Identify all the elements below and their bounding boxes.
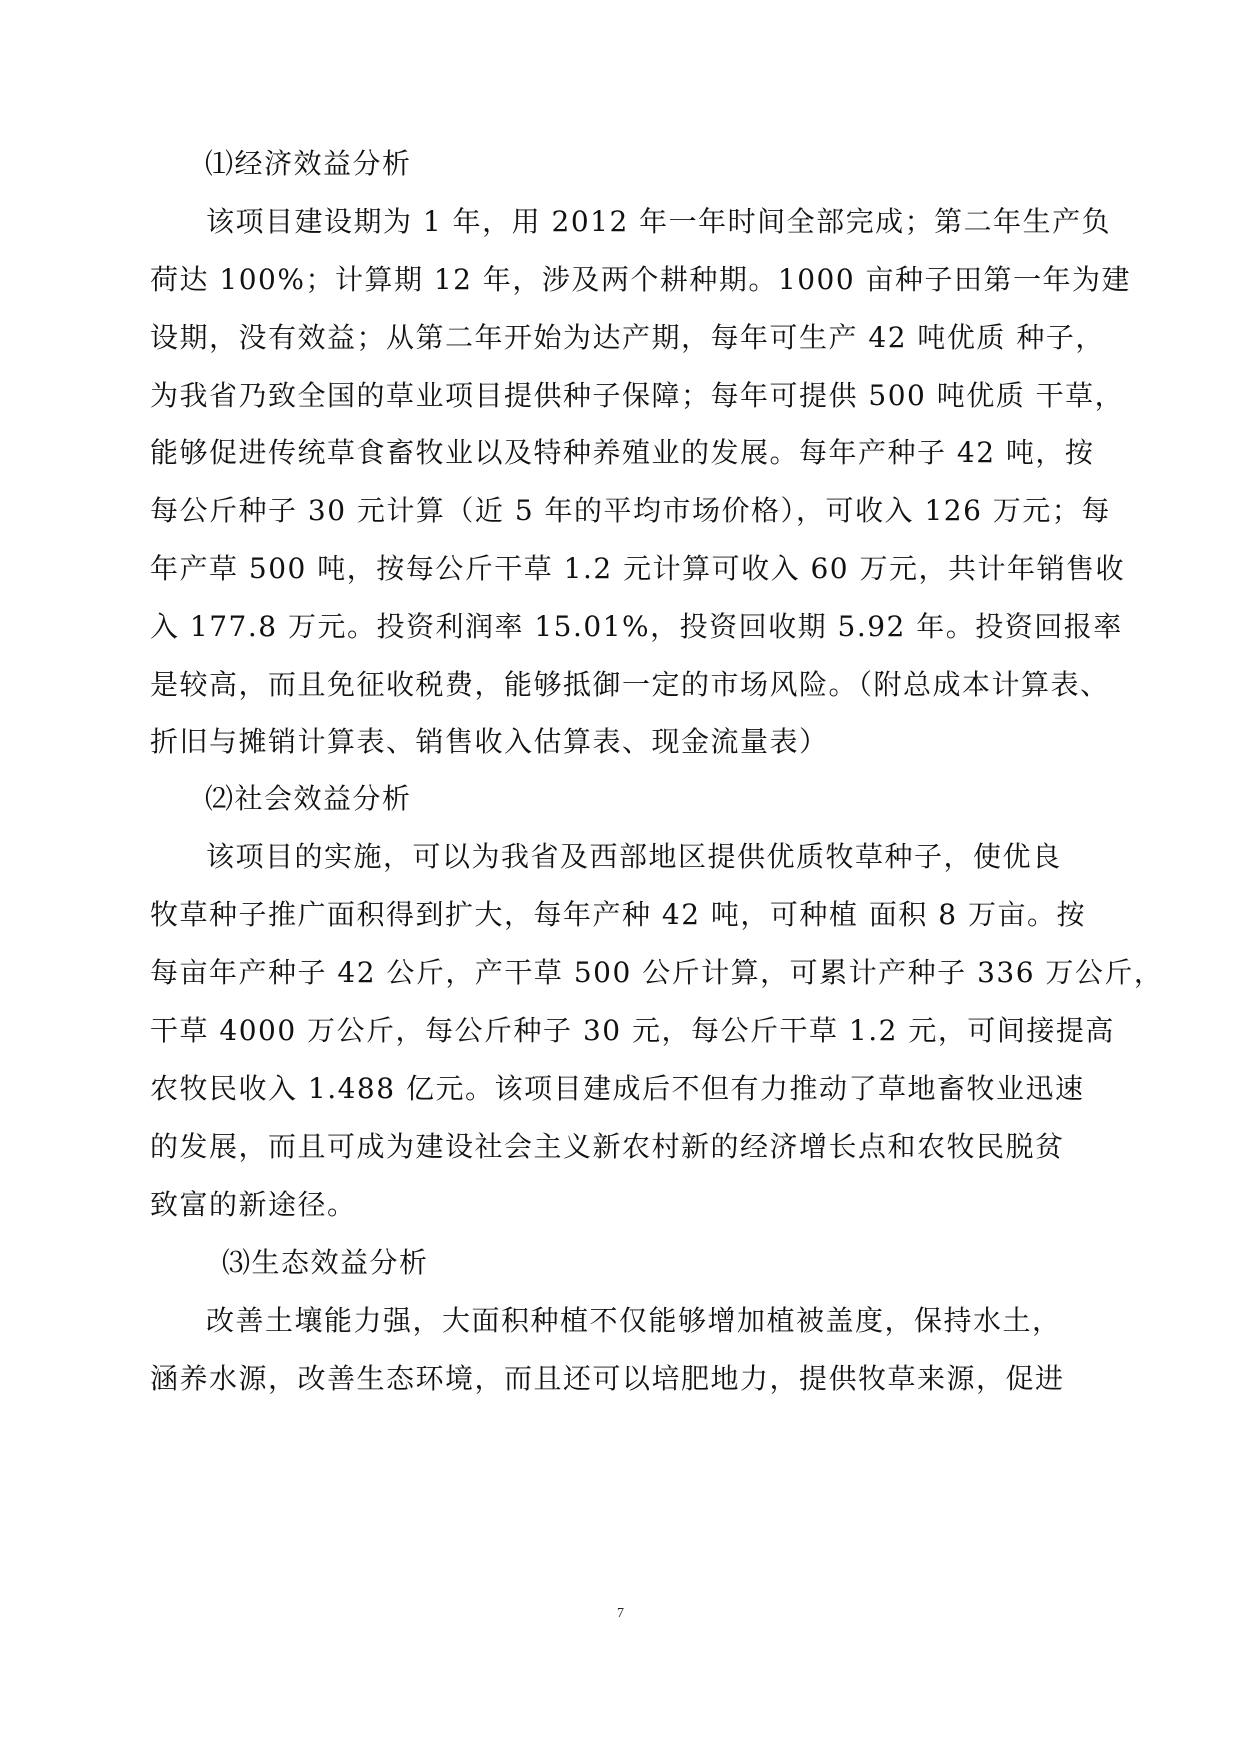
paragraph-line: 该项目建设期为 1 年，用 2012 年一年时间全部完成；第二年生产负 bbox=[206, 205, 1112, 238]
paragraph-line: 设期，没有效益；从第二年开始为达产期，每年可生产 42 吨优质 种子， bbox=[150, 321, 1105, 354]
paragraph-line: 每亩年产种子 42 公斤，产干草 500 公斤计算，可累计产种子 336 万公斤， bbox=[150, 956, 1164, 989]
section-heading-ecological: ⑶生态效益分析 bbox=[222, 1246, 429, 1279]
paragraph-line: 为我省乃致全国的草业项目提供种子保障；每年可提供 500 吨优质 干草， bbox=[150, 379, 1125, 412]
paragraph-line: 农牧民收入 1.488 亿元。该项目建成后不但有力推动了草地畜牧业迅速 bbox=[150, 1072, 1085, 1105]
paragraph-line: 致富的新途径。 bbox=[150, 1188, 357, 1221]
paragraph-line: 每公斤种子 30 元计算（近 5 年的平均市场价格），可收入 126 万元；每 bbox=[150, 494, 1111, 527]
paragraph-line: 该项目的实施，可以为我省及西部地区提供优质牧草种子，使优良 bbox=[206, 840, 1062, 873]
paragraph-line: 荷达 100%；计算期 12 年，涉及两个耕种期。1000 亩种子田第一年为建 bbox=[150, 263, 1132, 296]
paragraph-line: 是较高，而且免征收税费，能够抵御一定的市场风险。（附总成本计算表、 bbox=[150, 668, 1110, 701]
paragraph-line: 涵养水源，改善生态环境，而且还可以培肥地力，提供牧草来源，促进 bbox=[150, 1362, 1065, 1395]
section-heading-economic: ⑴经济效益分析 bbox=[205, 147, 412, 180]
paragraph-line: 干草 4000 万公斤，每公斤种子 30 元，每公斤干草 1.2 元，可间接提高 bbox=[150, 1014, 1115, 1047]
paragraph-line: 入 177.8 万元。投资利润率 15.01%，投资回收期 5.92 年。投资回报率 bbox=[150, 610, 1123, 643]
paragraph-line: 能够促进传统草食畜牧业以及特种养殖业的发展。每年产种子 42 吨，按 bbox=[150, 436, 1095, 469]
paragraph-line: 年产草 500 吨，按每公斤干草 1.2 元计算可收入 60 万元，共计年销售收 bbox=[150, 552, 1126, 585]
paragraph-line: 牧草种子推广面积得到扩大，每年产种 42 吨，可种植 面积 8 万亩。按 bbox=[150, 898, 1086, 931]
paragraph-line: 改善土壤能力强，大面积种植不仅能够增加植被盖度，保持水土， bbox=[206, 1304, 1062, 1337]
section-heading-social: ⑵社会效益分析 bbox=[205, 782, 412, 815]
paragraph-line: 折旧与摊销计算表、销售收入估算表、现金流量表） bbox=[150, 725, 829, 758]
page-number: 7 bbox=[617, 1606, 624, 1621]
paragraph-line: 的发展，而且可成为建设社会主义新农村新的经济增长点和农牧民脱贫 bbox=[150, 1130, 1065, 1163]
